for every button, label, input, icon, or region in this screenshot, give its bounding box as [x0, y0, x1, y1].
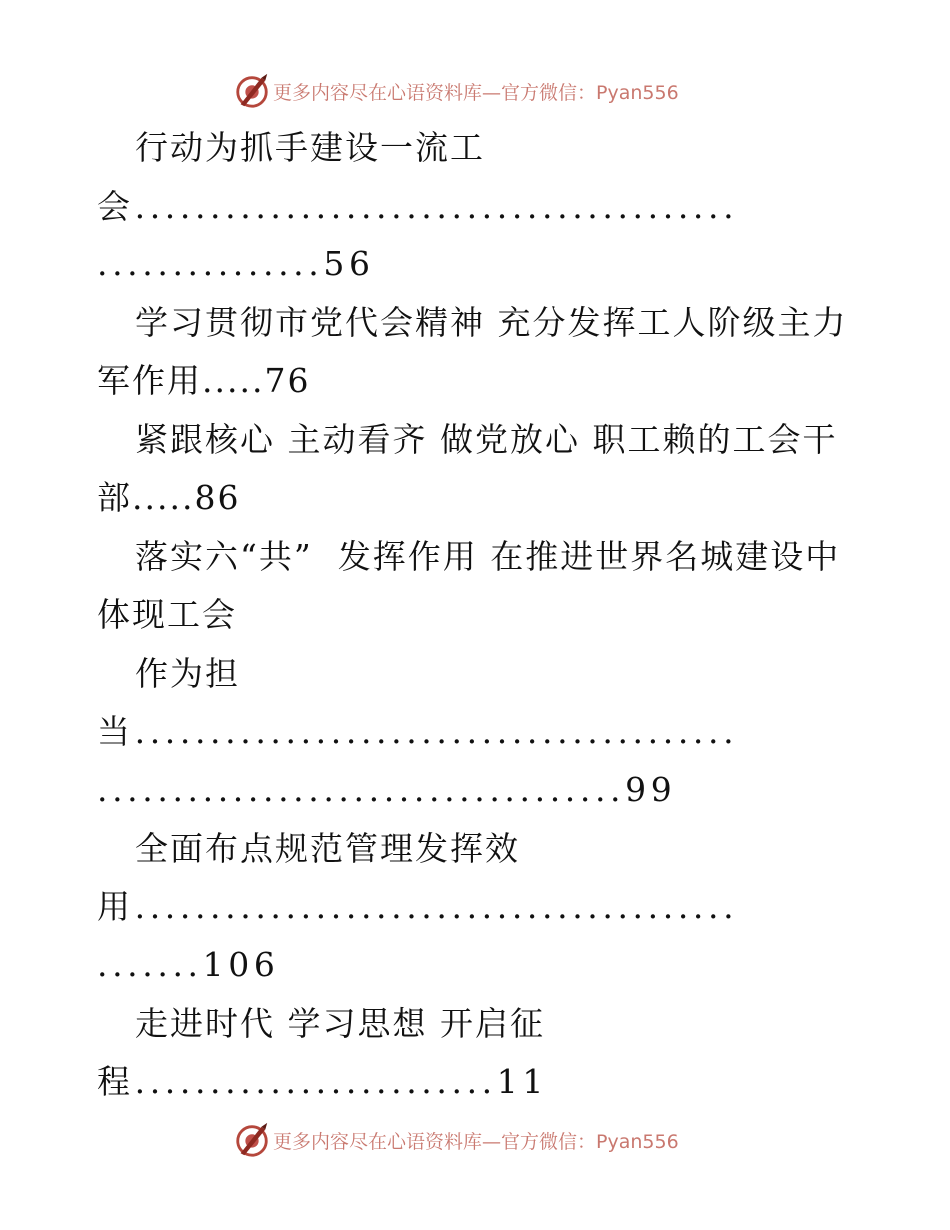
toc-line: 当........................................ [97, 712, 739, 751]
toc-line: .......106 [97, 945, 280, 984]
toc-line: 体现工会 [97, 595, 237, 634]
footer-watermark [233, 1120, 679, 1160]
toc-line: ...................................99 [97, 770, 677, 809]
toc-line: ...............56 [97, 244, 375, 283]
watermark-slogan: 更多内容尽在心语资料库—官方微信： [273, 81, 597, 104]
toc-line: 会........................................ [97, 187, 739, 226]
toc-line: 部.....86 [97, 478, 241, 517]
toc-line: 军作用.....76 [97, 361, 311, 400]
watermark-text [273, 1127, 679, 1154]
toc-line: 行动为抓手建设一流工 [135, 128, 485, 167]
toc-line: 学习贯彻市党代会精神 充分发挥工人阶级主力 [135, 303, 848, 342]
toc-line: 程........................11 [97, 1062, 548, 1101]
watermark-text [273, 78, 679, 105]
toc-line: 全面布点规范管理发挥效 [135, 829, 520, 868]
toc-line: 用........................................ [97, 887, 739, 926]
toc-line: 落实六“共” 发挥作用 在推进世界名城建设中 [135, 537, 841, 576]
toc-line: 紧跟核心 主动看齐 做党放心 职工赖的工会干 [135, 420, 838, 459]
quill-logo-icon [233, 1121, 271, 1159]
watermark-slogan: 更多内容尽在心语资料库—官方微信： [273, 1130, 597, 1153]
quill-logo-icon [233, 72, 271, 110]
watermark-wechat-id: Pyan556 [596, 81, 679, 104]
watermark-wechat-id: Pyan556 [596, 1130, 679, 1153]
toc-line: 走进时代 学习思想 开启征 [135, 1004, 545, 1043]
toc-line: 作为担 [135, 654, 240, 693]
header-watermark [233, 71, 679, 111]
